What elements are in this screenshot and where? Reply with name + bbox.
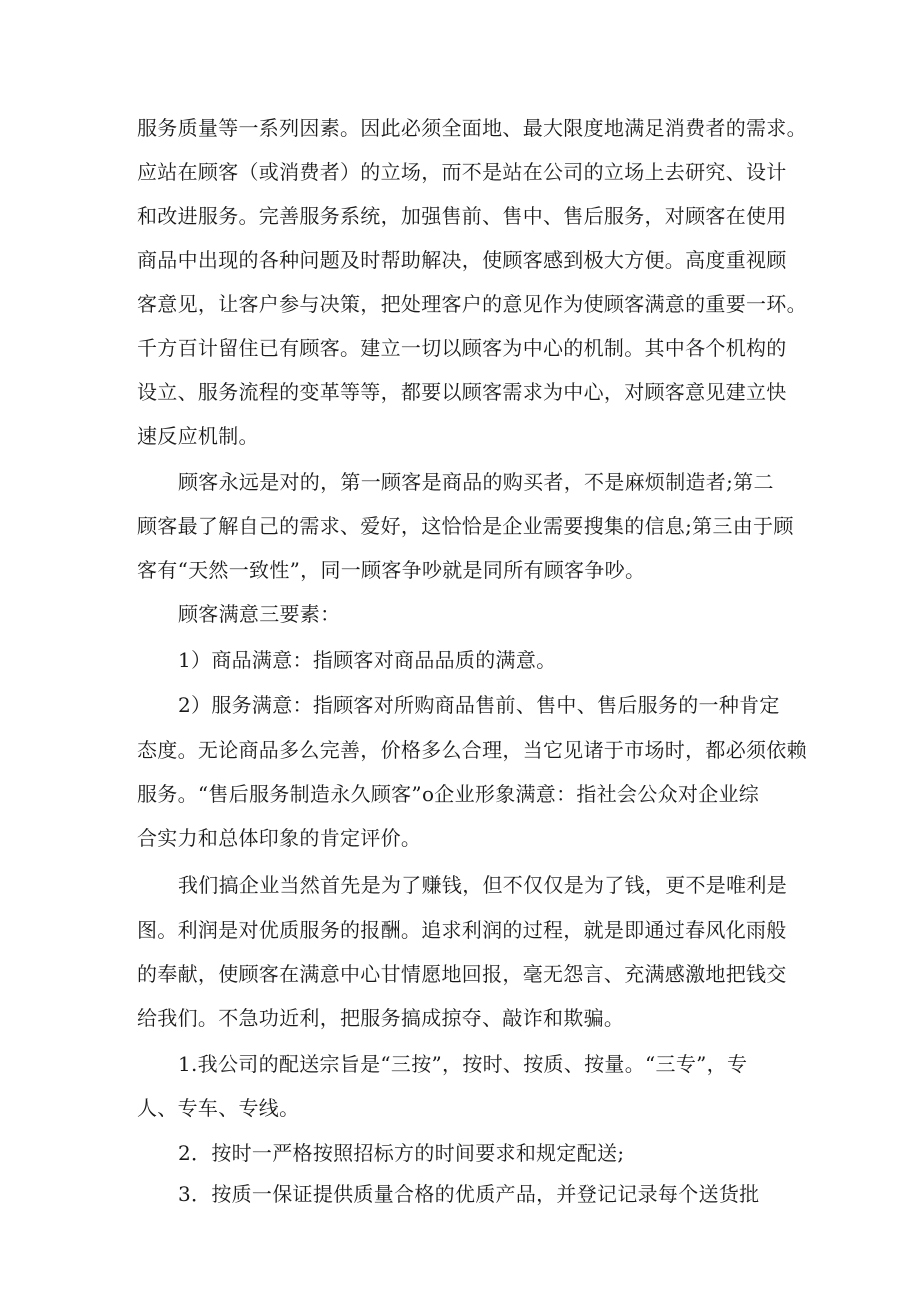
text-line: 的奉献，使顾客在满意中心甘情愿地回报，毫无怨言、充满感激地把钱交 — [137, 962, 787, 986]
text-line: 顾客永远是对的，第一顾客是商品的购买者，不是麻烦制造者;第二 — [178, 470, 774, 494]
text-line: 合实力和总体印象的肯定评价。 — [137, 826, 422, 850]
text-line: 速反应机制。 — [137, 424, 259, 448]
text-line: 服务质量等一系列因素。因此必须全面地、最大限度地满足消费者的需求。 — [137, 116, 807, 140]
text-line: 千方百计留住已有顾客。建立一切以顾客为中心的机制。其中各个机构的 — [137, 336, 787, 360]
text-line: 1.我公司的配送宗旨是“三按”，按时、按质、按量。“三专”，专 — [178, 1052, 748, 1076]
text-line: 顾客最了解自己的需求、爱好，这恰恰是企业需要搜集的信息;第三由于顾 — [137, 514, 794, 538]
text-line: 态度。无论商品多么完善，价格多么合理，当它见诸于市场时，都必须依赖 — [137, 738, 807, 762]
text-line: 顾客满意三要素： — [178, 602, 341, 626]
text-line: 设立、服务流程的变革等等，都要以顾客需求为中心，对顾客意见建立快 — [137, 380, 787, 404]
text-line: 和改进服务。完善服务系统，加强售前、售中、售后服务，对顾客在使用 — [137, 204, 787, 228]
text-line: 客有“天然一致性”，同一顾客争吵就是同所有顾客争吵。 — [137, 558, 646, 582]
text-line: 服务。“售后服务制造永久顾客”o企业形象满意：指社会公众对企业综 — [137, 782, 760, 806]
text-line: 3．按质一保证提供质量合格的优质产品，并登记记录每个送货批 — [178, 1182, 760, 1206]
text-line: 人、专车、专线。 — [137, 1096, 300, 1120]
text-line: 给我们。不急功近利，把服务搞成掠夺、敲诈和欺骗。 — [137, 1006, 625, 1030]
text-line: 商品中出现的各种问题及时帮助解决，使顾客感到极大方便。高度重视顾 — [137, 248, 787, 272]
text-line: 1）商品满意：指顾客对商品品质的满意。 — [178, 648, 557, 672]
text-line: 客意见，让客户参与决策，把处理客户的意见作为使顾客满意的重要一环。 — [137, 292, 807, 316]
text-line: 应站在顾客（或消费者）的立场，而不是站在公司的立场上去研究、设计 — [137, 160, 787, 184]
text-line: 2．按时一严格按照招标方的时间要求和规定配送; — [178, 1141, 625, 1165]
text-line: 图。利润是对优质服务的报酬。追求利润的过程，就是即通过春风化雨般 — [137, 918, 787, 942]
text-line: 我们搞企业当然首先是为了赚钱，但不仅仅是为了钱，更不是唯利是 — [178, 873, 787, 897]
text-line: 2）服务满意：指顾客对所购商品售前、售中、售后服务的一种肯定 — [178, 693, 780, 717]
